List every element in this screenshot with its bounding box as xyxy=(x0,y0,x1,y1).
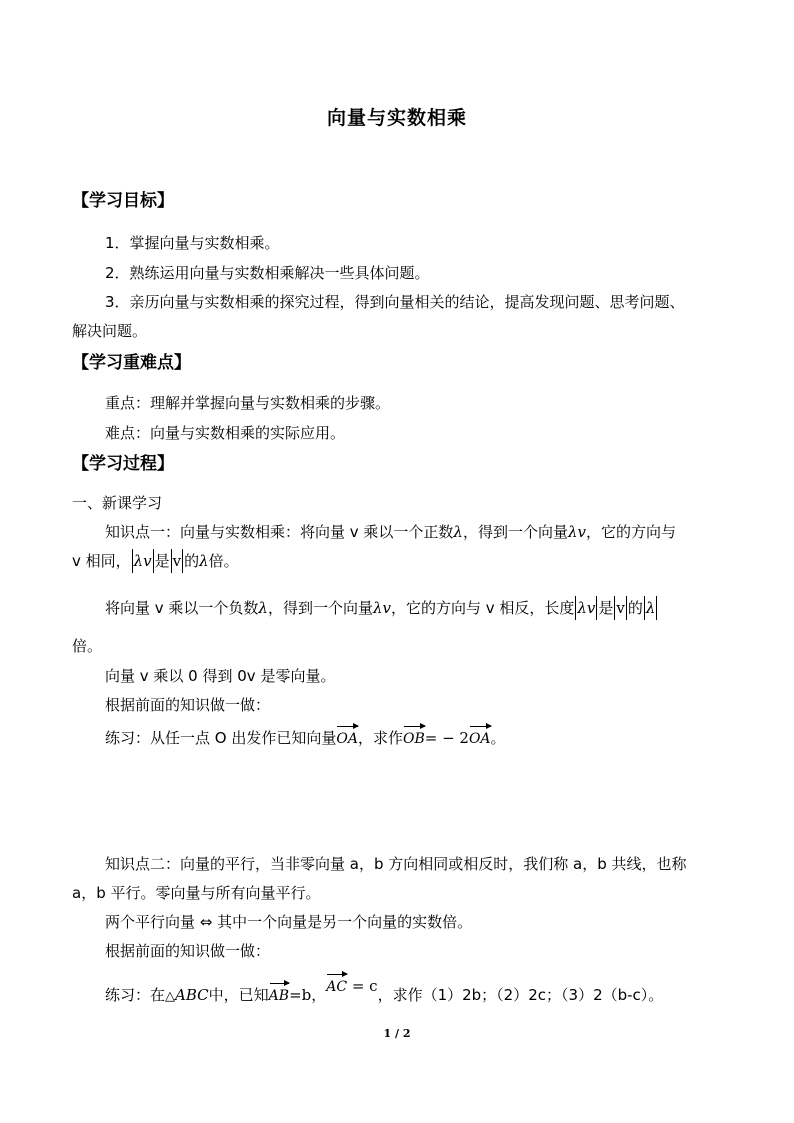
k2-line-1: 知识点二：向量的平行，当非零向量 a，b 方向相同或相反时，我们称 a，b 共线，也称 xyxy=(105,855,687,873)
lambda-v-symbol: λv xyxy=(372,599,391,617)
part-heading: 一、新课学习 xyxy=(72,494,163,512)
k1-line-5: 向量 v 乘以 0 得到 0v 是零向量。 xyxy=(105,667,336,685)
vector-OA: OA xyxy=(469,724,491,750)
page-number: 1 / 2 xyxy=(383,1027,411,1040)
vector-OB: OB xyxy=(403,724,425,750)
vector-AC-equation: AC = c xyxy=(326,977,377,995)
abs-v: v xyxy=(616,599,625,617)
abs-v: v xyxy=(172,552,182,570)
lambda-symbol: λ xyxy=(453,523,463,541)
difficult-point: 难点：向量与实数相乘的实际应用。 xyxy=(105,424,346,442)
lambda-symbol: λ xyxy=(199,552,209,570)
goal-item-2: 2．熟练运用向量与实数相乘解决一些具体问题。 xyxy=(105,264,430,282)
goal-item-1: 1．掌握向量与实数相乘。 xyxy=(105,234,280,252)
lambda-symbol: λ xyxy=(258,599,268,617)
page-title: 向量与实数相乘 xyxy=(326,107,467,129)
k1-line-6: 根据前面的知识做一做： xyxy=(105,696,271,714)
triangle-ABC: ABC xyxy=(175,986,209,1004)
vector-OA: OA xyxy=(336,724,358,750)
k1-line-3: 将向量 v 乘以一个负数λ，得到一个向量λv，它的方向与 v 相反，长度 λv 是 v 的 λ xyxy=(105,599,656,617)
key-point: 重点：理解并掌握向量与实数相乘的步骤。 xyxy=(105,394,391,412)
k1-exercise: 练习：从任一点 O 出发作已知向量OA，求作OB= − 2OA。 xyxy=(105,724,506,750)
k2-line-2: a，b 平行。零向量与所有向量平行。 xyxy=(72,884,321,902)
goal-item-3-cont: 解决问题。 xyxy=(72,322,148,340)
k2-line-4: 根据前面的知识做一做： xyxy=(105,942,271,960)
lambda-v-symbol: λv xyxy=(567,523,586,541)
goal-item-3: 3．亲历向量与实数相乘的探究过程，得到向量相关的结论，提高发现问题、思考问题、 xyxy=(105,293,685,311)
section-heading-goals: 【学习目标】 xyxy=(72,191,174,211)
abs-lambda-v: λv xyxy=(133,552,152,570)
k1-line-4: 倍。 xyxy=(72,637,103,655)
abs-lambda-v: λv xyxy=(577,599,596,617)
k2-exercise: 练习：在△ABC中，已知AB=b，AC = c，求作（1）2b；（2）2c；（3）2（b-c）。 xyxy=(105,981,663,1008)
vector-AB: AB xyxy=(269,981,289,1007)
section-heading-process: 【学习过程】 xyxy=(72,454,174,474)
vector-AC: AC xyxy=(326,972,347,998)
k2-line-3: 两个平行向量 ⇔ 其中一个向量是另一个向量的实数倍。 xyxy=(105,913,473,931)
section-heading-key: 【学习重难点】 xyxy=(72,353,191,373)
k1-line-2: v 相同， λv 是 v 的λ倍。 xyxy=(72,552,239,570)
abs-lambda: λ xyxy=(645,599,656,617)
triangle-symbol: △ xyxy=(165,989,176,1004)
k1-line-1: 知识点一：向量与实数相乘：将向量 v 乘以一个正数λ，得到一个向量λv，它的方向与 xyxy=(105,523,676,541)
